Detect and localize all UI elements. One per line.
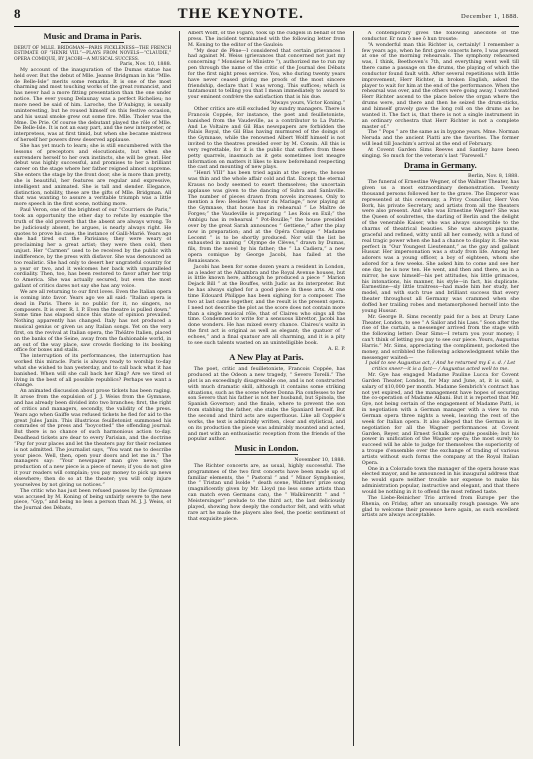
- divider: [409, 170, 472, 171]
- column-1: [14, 31, 171, 746]
- dateline: Berlin, Nov. 8, 1888.: [468, 173, 519, 180]
- paragraph: Paul Veron, one of the brightest of our “Courriers de Paris,” took an opportunity the other day to refute by example the truth of the old proverb that the absent are always wrong. To be judiciously absent, he argues, is nearly always right. He quotes to prove his case, the instance of Galli-Marié. Years ago she had tired out the Parisians; they were weary of proclaiming her a great artist; they were then cold, then unjust. Her “Carmen” used to be received by the public with indifference, by the press with disfavor. She was denounced as too realistic. She had only to desert her ungrateful country for a year or two, and it welcomes her back with unparalleled cordiality. Then, too, has been restored to favor after her trip to America. She was actually secured, but even the most gallant of critics dares not say she has any voice.: [14, 207, 172, 290]
- paragraph: The Richter concerts are, as usual, highly successful. The programmes of the two first concerts have been made up of familiar elements, the “ Pastoral ” and “ Minor Symphonies, the “ Tristan und Isolde ” death scene, Walthers’ prize song (magnificently given by Mr. Lloyd (no less some artists than can match even Germans can), the “ Walkürenritt ” and “ Meistersinger” prelude to the third act, the last deliciously played, showing how deeply the conductor felt, and with what rare art he made the players also feel, the poetic sentiment of that exquisite piece.: [187, 462, 346, 522]
- page-number: 8: [14, 6, 21, 21]
- paragraph: “A wonderful man this Richter is, certainly! I remember a few years ago, when he first gave concerts here, I was present at one of the morning rehearsals. The symphony rehearsed was, I think, Beethoven’s 7th, and everything went well till there came a passage on the drums, the playing of which the conductor found fault with. After several repetitions with little improvement, Herr Richter, in broken English, asked the player to wait for him at the end of the performance. When the rehearsal was over, and the others were going away, I watched Herr Richter ascend to the place below the organ where the drums were, and there and then he seized the drum-sticks, and himself gravely gave the long roll on the drums as he wanted it. The fact is, that there is not a single instrument in an ordinary orchestra that Herr Richter is not a complete master of.”: [361, 41, 519, 130]
- heading-music-drama-paris: Music and Drama in Paris.: [43, 31, 142, 41]
- dateline: Paris, Nov. 10, 1888.: [119, 61, 172, 68]
- paragraph: The funeral of Ernestine Wegner, of the Wallner Theater, has given us a most extraordinary demonstration. Twenty thousand persons followed her to the grave. The Emperor was represented at this ceremony, a Privy Councillor, Herr Von Bork, his private Secretary, and artists from all the theaters were also present. And who was Ernestine Wegner? She was the Queen of soubrettes, the darling of Berlin and the delight of the venerable Kaiser, who was always susceptible to the charms of theatrical beauties. She was always piquante, graceful and refined, witty until all her comedy, with a fund of real tragic power when she had a chance to display it. She was perfect in “Our Youngest Lieutenant,” as the gay and gallant Hussar. Her impersonation was a study from life. Among her adorers was a young officer, a boy of eighteen, whom she adored for a few weeks. She asked him to come and see her one day, he is now ten. He went, and then and there, as in a mirror, he saw himself—his pet attitudes, his little grimaces, his intonations, his manner, his style—in fact, his duplicate. Earnestine—sly little traitress—had made him her study, her model, and with such true and brilliant success that every theater throughout all Germany was crammed when she doffed her trailing robes and metamorphosed herself into the young Hussar.: [361, 179, 519, 314]
- verse: I paid to see Augustus act, / And he returned my £ s. d. / Let critics sneer—it is a fact— / Augustus acted well to me.: [365, 360, 516, 373]
- columns: [14, 31, 519, 746]
- masthead-rule: [14, 26, 519, 27]
- paragraph: “My dear de Pène—I considered that certain grievances I had against M. Weiss (grievances that concerned not just my concerning “ Monsieur le Ministre ”), authorized me to run my pen through the name of the critic of the Journal des Débats for the first night press service. You, who during twenty years have never ceased giving me proofs of the most sincere friendship, declare that I was wrong. This suffices; which is tantamount to telling you that I mean immediately to award to your eminent confrère the satisfaction that is his due.: [187, 47, 346, 101]
- paragraph: The critic who has just been refused passes by the Gymnase was accused by M. Koning of being unfairly severe to the new piece, “Gyp,” and being no less a person than M. J. J. Weiss, of the Journal des Débats,: [14, 487, 172, 512]
- paragraph: At Covent Garden Sims Reeves and Santley have been singing. So much for the veteran’s last “Farewell.”: [361, 146, 519, 159]
- paragraph: “Henri VIII” has been tried again at the opera; the house was thin and the whole affair cold and flat. Except the eternal Krauss no body seemed to exert themselves; the uncertain applause was given to the dancing of Subra and Sanlaville. The number of pieces drawn from novels increases. Only to mention a few: Besides “Autour du Mariage,” now playing at the Gymnase, that house has in rehearsal “ Le Maître de Forges;” the Vaudeville is preparing “ Les Rois en Exil;” the Ambigu has in rehearsal “ Pot-Bouille;” the house presided over by the great Sarah announces “ Gettiene,” after the play now in preparation; and at the Opéra Comique “ Madame Lecomt ” is to be shortly produced. Nor will the list be exhausted in naming “ Olympe de Clèves,” drawn by Dumas, fils, from the novel by his father; the “ La Cadiera,” a new opera comique by George Jacobi, has failed at the Renaissance.: [187, 170, 346, 264]
- paragraph: The “ Pops ” are the same as in bygone years. Mme. Norman Neruda and the ancient Piatti are the favorites. The former will lead till Joachim’s arrival at the end of February.: [361, 129, 519, 148]
- author-initials: A. E. P.: [327, 345, 346, 352]
- paragraph: She has yet much to learn; she is still encumbered with the lessons of preceptors and elocutionists, but when she surrenders herself to her own instincts, she will be great. Her debut was highly successful, and promises to her a brilliant career on the stage where her father reigned almost supreme. She enters the stage by the front door, she is more than pretty, she is beautiful, her features are regular and expressive, intelligent and animated. She is tall and slender. Elegance, distinction, nobility, these are the gifts of Mlle. Bridgman. All that was wanting to assure a veritable triumph was a little more speech in the first scene, nothing more.: [14, 142, 172, 208]
- paragraph: Albert Wolff, of the Figaro, took up the cudgels in behalf of the press. The incident terminated with the following letter from M. Koning to the editor of the Gaulois:: [187, 31, 346, 48]
- paragraph: The interruption of its performances, the interruption has worked this miracle. Paris is always ready to worship to-day what she wished to ban yesterday, and to call back what it has banished. When will she call back her King? Are we tired of living in the best of all possible republics? Perhaps we want a change.: [14, 353, 172, 389]
- paragraph: The poet, critic and feuilletoniste, Francois Coppée, has produced at the Odeon a new tragedy, “ Severo Torelli.” The plot is an exceedingly disagreeable one, and is not constructed with much dramatic skill, although it contains some striking situations, such as the scene where Donna Pia confesses to her son Severo that his father is not her husband, but Spinola, the Spanish Governor; and the finale, where to prevent the son from stabbing the father, she stabs the Spaniard herself. But the second and third acts are superfluous. Like all Coppée’s works, the text is admirably written, clear and stylistical, and on its production the piece was admirably mounted and acted, and met with an enthusiastic reception from the friends of the popular author.: [187, 366, 346, 443]
- issue-date: December 1, 1888.: [461, 13, 519, 20]
- heading-music-london: Music in London.: [234, 443, 299, 454]
- column-2: [188, 31, 345, 746]
- paragraph: The Liebe-Reinicher Trio arrived from Europe per the Rhenia, on Friday, after an unusually rough passage. We are glad to welcome their presence here again, as such excellent artists are always acceptable.: [361, 494, 519, 519]
- paragraph: An animated discussion about prose tickets has been raging. It arose from the expulsion of J. J. Weiss from the Gymnase, and has already been divided into two branches; first, the right of critics and managers, secondly, the validity of the press. Years ago when Gaiffe was refused tickets he fled for aid to the great Jules Janin. This illustrious feuilletonist summoned his comrades of the press and “boycotted” the offending journal. But there is no chance of such harmonious action to-day. Deadhead tickets are dear to every Parisian, and the doctrine “Pay for your places and let the theaters pay for their reclames is not admitted. The journalist says, “You want me to describe your piece. Well, then, open your doors and let me in.” The managers say: “Your newspaper man give news; the production of a new piece is a piece of news; if you do not give it your readers will complain; you pay money to pick up news elsewhere; then do so at the theater; you will only injure yourselves by not giving us notices.”: [14, 388, 172, 488]
- masthead: [14, 6, 519, 24]
- publication-title: THE KEYNOTE.: [177, 6, 304, 22]
- paragraph: My account of the inauguration of the Dumas statue has held over. But the debut of Mlle. Jeanne Bridgman in his “Mlle. de Belle-Isle” merits some remarks. It is one of the most charming and most touching works of the great romancist, and has never had a more fitting presentation than the one under notice. The ever young Delaunay was a perfect Richelieu; no more need be said of him. Laroche, the D’Aubigny, is usually uninteresting, but he roused himself on this festive occasion, and his usual smoke grew out some fire. Mlle. Tholer was the Mme. De Prie. Of course the debutant played the rôle of Mlle. De Belle-Isle. It is not an easy part, and the new interpreter, or interpretess, was at first timid, but when she became mistress of herself her powers drew deserved applause.: [14, 66, 172, 144]
- article-deck: DEBUT OF MLLE. BRIDGMAN—PARIS FICKLENESS—THE FRENCH ESTIMATE OF “HENRI VIII.”—PLAYS FROM NOVELS—“CLAUDIE,” OPERA COMIQUE, BY JACOBI—A MUSICAL SUCCESS.: [14, 45, 172, 62]
- divider: [235, 363, 298, 364]
- paragraph: One in a Colorado town the manager of the opera house was elected mayor, and he announced in his inaugural address that he would spare neither trouble nor expense to make his administration popular, instructive and elegant, and that there would be nothing in it to offend the most refined taste.: [361, 465, 519, 495]
- paragraph: We are all returning to our first loves. Even the Italian opera is coming into favor. Years ago we all said: “Italian opera is dead in Paris. There is no public for it, no singers, no composers. It is over. R. I. P. Even the theatre is pulled down.” Some time has elapsed since this state of opinion prevailed. Nothing apparently has changed. Italy has not produced a musical genius or given us any Italian songs. Yet on the very first, on the revival at Italian opera, the Théâtre Italien, placed on the banks of the Seine, away from the fashionable world, in an out of the way place, saw crowds flocking to its booking office for boxes and stalls.: [14, 288, 172, 354]
- paragraph: Mr. Gye has engaged Madame Pauline Lucca for Covent Garden Theater, London, for May and June, at, it is said, a salary of $10,000 per month. Madame Sembrich’s contract has not yet expired, and the management have hopes of securing the co-operation of Madame Albani. But it is reported that Mr. Gye, not being certain of the engagement of Madame Patti, is in negotiation with a German manager with a view to run German opera three nights a week, leaving the rest of the week for Italian opera. It also alleged that the German is in negotiation for all the Wagner performances at Covent Garden, Reyer, and Ernest Schalk are quite possible; but his power in unification of the Wagner opera; the most surely to succeed will he able to judge for themselves the superiority of a troupe d’ensemble over the exchange of trading of various artists without such forms the company at the Royal Italian Opera.: [361, 372, 519, 466]
- column-3: [362, 31, 519, 746]
- dateline: November 10, 1888.: [294, 457, 346, 464]
- column-rule: [353, 31, 354, 746]
- paragraph: Other critics are still excluded by sundry managers. There is Francois Coppée, for instance, the poet and feuilletoniste, banished from the Vaudeville, as a contributor to La Patrie. And Le Voltaire and Gil Blas newspapers are forbidden the Palais Royal, the Gil Blas having murmured of the doings of the Gymnase, while the renowned Albert Wolff himself is not invited to the theatres presided over by M. Consin. All this is very regrettable, for it is the public that suffers from these petty quarrels, inasmuch as it gets sometimes lost meagre information on matters it likes to know beforehand respecting the cast and mounting of new plays.: [187, 105, 346, 171]
- paragraph: Jacobi has been for some dozen years a resident in London, as a leader at the Alhambra and the Royal Avenue houses, but is little known here, although he produced a piece “ Marion Dejack Bill ” at the Bouffes, with Judic as its interpreter. But he has always sighed for a good piece in these arts. At one time Edouard Philippe has been sighing for a composer. The two at last came together, and the result is the present opera. I need not describe the plot as the score does not contain more than a single musical rôle, that of Claireu who sings all the time. Condemned to write for a sensuous librettor, Jacobi has done wonders. He has mixed every chance. Claireu’s waltz in the first act is original as well as elegant; the quatuor of “ echoes,” and a final quatuor are all charming, and it is a pity to see such talents wasted on an unintelligible book.: [187, 263, 346, 346]
- heading-new-play-paris: A New Play at Paris.: [229, 352, 304, 363]
- paragraph: A contemporary gives the following anecdote of the conductor. Er nun ô nee ô hun trouste:: [361, 31, 519, 42]
- divider: [235, 454, 298, 455]
- heading-drama-germany: Drama in Germany.: [403, 159, 477, 170]
- letter-signature: “Always yours, Victor Koning.”: [269, 100, 346, 107]
- column-rule: [179, 31, 180, 746]
- paragraph: Mr. George R. Sims recently paid for a box at Drury Lane Theater, London, to see “ A Sailor and his Lass.” Soon after the rise of the curtain, a messenger arrived from the stage with the following letter: Dear Sims—I return you your money; I can’t think of letting you pay to see our piece. Yours, Augustus Harris.” Mr. Sims, appreciating the compliment, pocketed the money, and scribbled the following acknowledgment while the messenger waited:—: [361, 313, 519, 361]
- divider: [61, 42, 124, 43]
